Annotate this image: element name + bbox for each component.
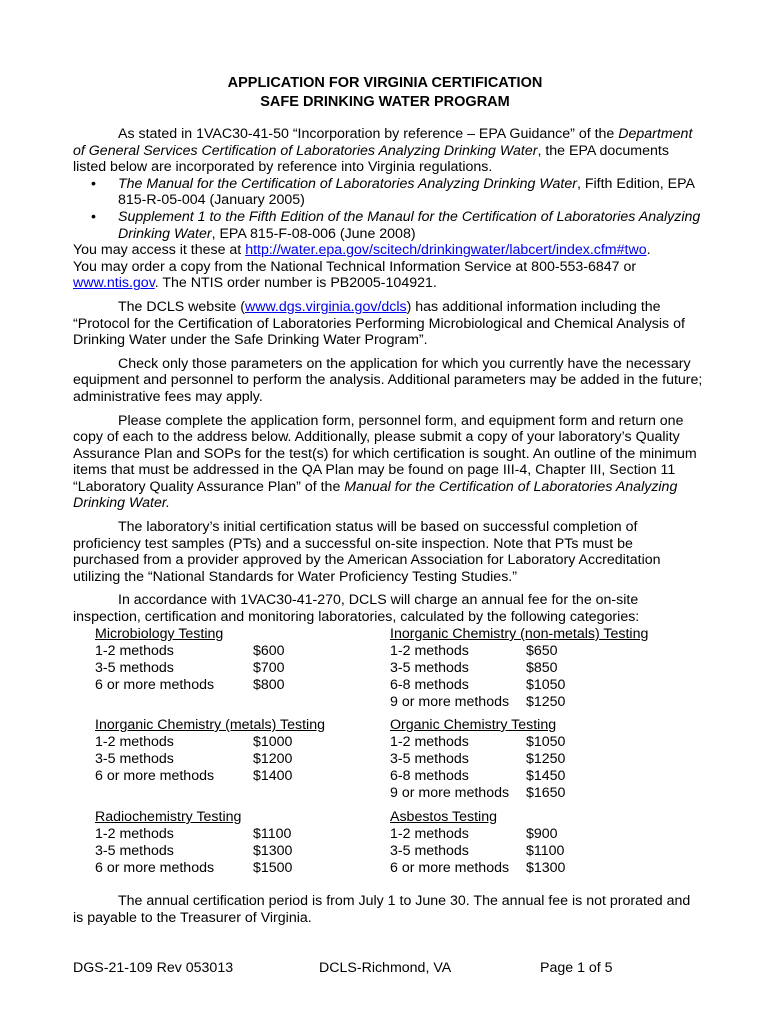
fee-row-label: 6-8 methods: [390, 768, 469, 784]
order-text-end: . The NTIS order number is PB2005-104921.: [154, 275, 437, 292]
reference-list: [73, 176, 703, 242]
fee-row-label: 3-5 methods: [390, 751, 469, 767]
fee-group-microbiology: [95, 626, 285, 694]
fee-row: [95, 768, 325, 785]
fee-row: [390, 826, 558, 843]
dcls-text-b: ) has additional information including the “Protocol for the Certification of Laboratories Performing Microbiological and Chemical Analysis of Drinking Water under the Safe Drinking Water Program”.: [73, 298, 685, 349]
fee-row-amount: $1200: [253, 751, 293, 767]
page-number: Page 1 of 5: [540, 960, 613, 976]
fee-row-amount: $1650: [526, 785, 566, 801]
fee-row: [390, 643, 648, 660]
intro-paragraph: [73, 126, 703, 176]
fee-row-label: 1-2 methods: [390, 826, 469, 842]
access-text-end: .: [646, 242, 651, 259]
fee-row: [95, 677, 285, 694]
fee-row-label: 3-5 methods: [95, 751, 174, 767]
order-line: [73, 259, 703, 292]
fee-row-label: 9 or more methods: [390, 785, 510, 801]
fee-row-amount: $1100: [526, 843, 565, 859]
fee-row-label: 6-8 methods: [390, 677, 469, 693]
fee-row: [390, 860, 566, 877]
fee-row-label: 6 or more methods: [95, 768, 215, 784]
intro-text-c: , the EPA documents listed below are incorporated by reference into Virginia regulations.: [73, 142, 669, 176]
ntis-link[interactable]: www.ntis.gov: [73, 275, 155, 292]
fee-row-label: 3-5 methods: [390, 843, 469, 859]
manual-title: Manual for the Certification of Laboratories Analyzing Drinking Water.: [73, 478, 678, 512]
fee-row-amount: $1250: [526, 751, 566, 767]
page-title: APPLICATION FOR VIRGINIA CERTIFICATION: [227, 75, 543, 91]
reference-title: Supplement 1 to the Fifth Edition of the Manaul for the Certification of Laboratories Analyzing Drinking Water: [118, 208, 701, 242]
dcls-link[interactable]: www.dgs.virginia.gov/dcls: [244, 298, 407, 315]
fee-group-header: Microbiology Testing: [95, 626, 224, 642]
fee-row-label: 3-5 methods: [95, 843, 174, 859]
fee-row-label: 6 or more methods: [95, 677, 215, 693]
main-text: [73, 126, 703, 626]
fee-row: [390, 843, 565, 860]
complete-paragraph: [73, 413, 703, 513]
fee-row: [390, 768, 566, 785]
fee-group-organic: [390, 717, 566, 802]
fee-row: [95, 860, 293, 877]
access-text: You may access it these at: [73, 242, 246, 259]
fee-group-inorganic-nonmetals: [390, 626, 648, 711]
dcls-paragraph: [73, 299, 703, 349]
fee-row-label: 3-5 methods: [390, 660, 469, 676]
order-text: You may order a copy from the National Technical Information Service at 800-553-6847 or: [73, 258, 637, 275]
fee-row-amount: $1450: [526, 768, 566, 784]
fee-row-amount: $1050: [526, 677, 566, 693]
fee-group-header: Asbestos Testing: [390, 809, 497, 825]
intro-text-italic: Department of General Services Certification of Laboratories Analyzing Drinking Water: [73, 126, 693, 159]
fee-row-label: 1-2 methods: [95, 734, 174, 750]
fee-row-amount: $600: [253, 643, 285, 659]
fee-row-amount: $1000: [253, 734, 293, 750]
epa-link[interactable]: http://water.epa.gov/scitech/drinkingwater/labcert/index.cfm#two: [245, 242, 647, 259]
fee-group-radiochemistry: [95, 809, 293, 877]
check-paragraph: Check only those parameters on the application for which you currently have the necessary equipment and personnel to perform the analysis. Additional parameters may be added in the future; administrative fees may apply.: [73, 355, 703, 405]
fee-group-inorganic-metals: [95, 717, 325, 785]
fee-row-amount: $850: [526, 660, 558, 676]
access-line: [73, 242, 703, 259]
fee-group-header: Inorganic Chemistry (non-metals) Testing: [390, 626, 649, 642]
complete-text: Please complete the application form, personnel form, and equipment form and return one copy of each to the address below. Additionally, please submit a copy of your laboratory’s Quality Assurance Plan and SOPs for the test(s) for which certification is sought. An outline of the minimum items that must be addressed in the QA Plan may be found on page III-4, Chapter III, Section 11 “Laboratory Quality Assurance Plan” of the: [73, 412, 697, 495]
fee-group-header: Organic Chemistry Testing: [390, 717, 557, 733]
fee-row: [390, 677, 648, 694]
reference-details: , EPA 815-F-08-006 (June 2008): [211, 225, 416, 242]
fee-row: [390, 734, 566, 751]
fee-row-amount: $1050: [526, 734, 566, 750]
fee-row: [95, 843, 293, 860]
reference-details: , Fifth Edition, EPA 815-R-05-004 (January 2005): [118, 175, 695, 209]
fee-row-label: 1-2 methods: [390, 734, 469, 750]
fee-row: [390, 660, 648, 677]
fee-group-asbestos: [390, 809, 566, 877]
page-subtitle: SAFE DRINKING WATER PROGRAM: [260, 94, 510, 110]
period-paragraph: The annual certification period is from July 1 to June 30. The annual fee is not prorated and is payable to the Treasurer of Virginia.: [73, 893, 691, 926]
intro-text-a: As stated in 1VAC30-41-50 “Incorporation by reference – EPA Guidance” of the: [118, 126, 619, 142]
bullet-icon: •: [91, 208, 96, 225]
reference-item: [73, 176, 703, 209]
fee-row-amount: $800: [253, 677, 285, 693]
fee-row-label: 3-5 methods: [95, 660, 174, 676]
status-paragraph: The laboratory’s initial certification status will be based on successful completion of proficiency test samples (PTs) and a successful on-site inspection. Note that PTs must be purchased from a provider approved by the American Association for Laboratory Accreditation utilizing the “National Standards for Water Proficiency Testing Studies.”: [73, 519, 661, 585]
fee-row-amount: $1300: [253, 843, 293, 859]
bullet-icon: •: [91, 175, 96, 192]
reference-item: [73, 209, 703, 242]
fee-row: [95, 643, 285, 660]
fee-row-amount: $1300: [526, 860, 566, 876]
fee-row-amount: $1100: [253, 826, 292, 842]
fee-row: [390, 785, 566, 802]
fee-row: [95, 734, 325, 751]
fee-row-label: 1-2 methods: [390, 643, 469, 659]
fee-row-label: 1-2 methods: [95, 643, 174, 659]
fee-row-label: 1-2 methods: [95, 826, 174, 842]
fee-row-amount: $650: [526, 643, 558, 659]
fee-row-label: 6 or more methods: [390, 860, 510, 876]
fee-group-header: Inorganic Chemistry (metals) Testing: [95, 717, 325, 733]
fee-intro-paragraph: In accordance with 1VAC30-41-270, DCLS will charge an annual fee for the on-site inspection, certification and monitoring laboratories, calculated by the following categories:: [73, 592, 640, 626]
form-number: DGS-21-109 Rev 053013: [73, 960, 234, 976]
fee-row: [390, 694, 648, 711]
fee-row-amount: $1500: [253, 860, 293, 876]
fee-row: [95, 660, 285, 677]
fee-row-amount: $700: [253, 660, 285, 676]
fee-row-amount: $1250: [526, 694, 566, 710]
fee-row: [95, 751, 325, 768]
dcls-text-a: The DCLS website (: [118, 298, 245, 315]
footer-location: DCLS-Richmond, VA: [319, 960, 452, 976]
fee-row: [390, 751, 566, 768]
fee-group-header: Radiochemistry Testing: [95, 809, 242, 825]
fee-row-label: 9 or more methods: [390, 694, 510, 710]
reference-title: The Manual for the Certification of Laboratories Analyzing Drinking Water: [118, 175, 577, 192]
fee-row-amount: $900: [526, 826, 558, 842]
period-block: [73, 893, 703, 926]
fee-row-label: 6 or more methods: [95, 860, 215, 876]
fee-row-amount: $1400: [253, 768, 293, 784]
fee-row: [95, 826, 292, 843]
